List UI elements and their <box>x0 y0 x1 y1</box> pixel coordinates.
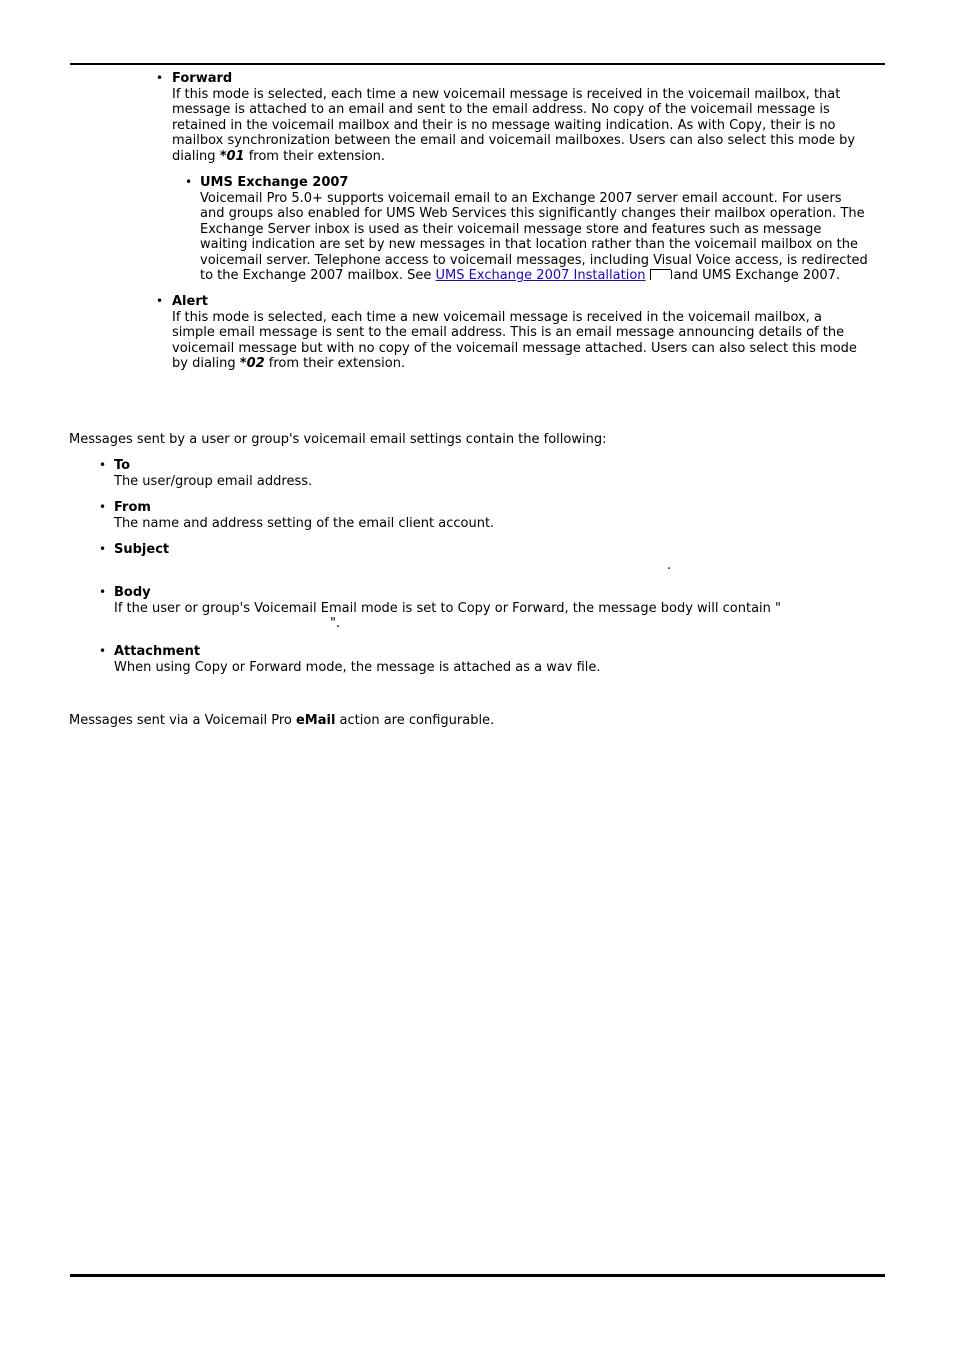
body-text: If the user or group's Voicemail Email mode is set to Copy or Forward, the message body will contain " <box>114 600 781 616</box>
attachment-text: When using Copy or Forward mode, the message is attached as a wav file. <box>114 659 601 675</box>
alert-code: *02 <box>239 356 265 371</box>
from-title: From <box>114 500 151 515</box>
to-text: The user/group email address. <box>114 473 313 489</box>
header-rule <box>70 63 885 65</box>
from-text: The name and address setting of the email client account. <box>114 515 495 531</box>
alert-item <box>172 294 864 372</box>
ums-text: Voicemail Pro 5.0+ supports voicemail email to an Exchange 2007 server email account. For users and groups also enabled for UMS Web Services this significantly changes their mailbox operation. The Exchange Server inbox is used as their voicemail message store and features such as message waiting indication are set by new messages in that location rather than the voicemail mailbox on the voicemail server. Telephone access to voicemail messages, including Visual Voice access, is redirected to the Exchange 2007 mailbox. See UMS Exchange 2007 Installation and UMS Exchange 2007. <box>200 190 868 283</box>
email-action-name: eMail <box>295 713 336 728</box>
page-reference-icon <box>650 269 671 280</box>
bullet: • <box>185 175 193 189</box>
bullet: • <box>99 585 107 599</box>
ums-item <box>200 175 868 284</box>
alert-text: If this mode is selected, each time a new voicemail message is received in the voicemail mailbox, a simple email message is sent to the email address. This is an email message announcing details of the voicemail message but with no copy of the voicemail message attached. Users can also select this mode by dialing *02 from their extension. <box>172 309 857 371</box>
from-item <box>114 500 874 531</box>
ums-title: UMS Exchange 2007 <box>200 175 349 190</box>
body-item <box>114 585 874 616</box>
attachment-title: Attachment <box>114 644 201 659</box>
footer-rule <box>70 1274 885 1277</box>
bullet: • <box>99 500 107 514</box>
forward-title: Forward <box>172 71 233 86</box>
to-title: To <box>114 458 131 473</box>
ums-installation-link[interactable]: UMS Exchange 2007 Installation <box>435 268 646 283</box>
bullet: • <box>156 294 164 308</box>
forward-code: *01 <box>219 148 245 164</box>
body-text-end: ". <box>330 616 341 631</box>
alert-title: Alert <box>172 294 208 309</box>
bullet: • <box>99 458 107 472</box>
body-title: Body <box>114 585 151 600</box>
subject-item <box>114 542 874 558</box>
email-action-text: Messages sent via a Voicemail Pro eMail action are configurable. <box>69 713 495 728</box>
forward-text: If this mode is selected, each time a new voicemail message is received in the voicemail mailbox, that message is attached to an email and sent to the email address. No copy of the voicemail message is retained in the voicemail mailbox and their is no message waiting indication. As with Copy, their is no mailbox synchronization between the email and voicemail mailboxes. Users can also select this mode by dialing *01 from their extension. <box>172 86 856 164</box>
bullet: • <box>156 71 164 85</box>
subject-title: Subject <box>114 542 170 557</box>
forward-item <box>172 71 862 164</box>
to-item <box>114 458 874 489</box>
bullet: • <box>99 644 107 658</box>
attachment-item <box>114 644 874 675</box>
bullet: • <box>99 542 107 556</box>
subject-text: . <box>667 558 672 573</box>
intro-text: Messages sent by a user or group's voicemail email settings contain the following: <box>69 432 607 447</box>
